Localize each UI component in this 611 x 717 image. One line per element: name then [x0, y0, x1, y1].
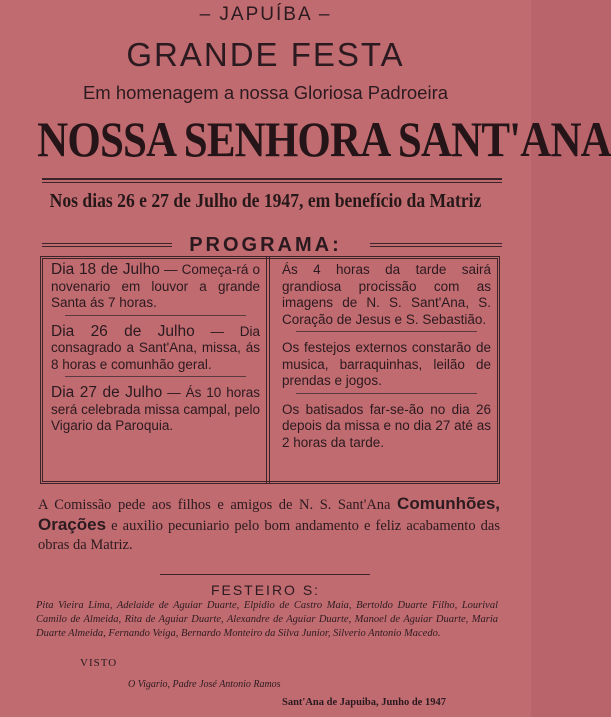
- programa-day: Dia 27 de Julho: [51, 384, 163, 401]
- place-heading: – JAPUÍBA –: [199, 4, 332, 25]
- programa-item: [51, 385, 260, 435]
- vigario-signature: O Vigario, Padre José Antonio Ramos: [128, 679, 281, 690]
- homenagem-line: Em homenagem a nossa Gloriosa Padroeira: [82, 82, 449, 103]
- item-separator: [65, 376, 246, 377]
- programa-text: — Ás 10 horas será celebrada missa campal, pelo Vigario da Paroquia.: [51, 385, 260, 433]
- programa-item: [51, 324, 260, 374]
- item-separator: [296, 331, 477, 332]
- comissao-paragraph: [38, 494, 500, 555]
- grande-festa-heading: GRANDE FESTA: [126, 36, 405, 73]
- programa-item: Ás 4 horas da tarde sairá grandiosa procissão com as imagens de N. S. Sant'Ana, S. Coração de Jesus e S. Sebastião.: [282, 262, 491, 327]
- comissao-emphasis: Comunhões, Orações: [38, 494, 500, 534]
- programa-text: — Começa-rá o novenario em louvor a grande Santa ás 7 horas.: [51, 262, 260, 310]
- patron-saint-title: NOSSA SENHORA SANT'ANA: [37, 111, 611, 167]
- programa-item: Os batisados far-se-ão no dia 26 depois da missa e no dia 27 até as 2 horas da tarde.: [282, 401, 491, 450]
- programa-left-column: [51, 262, 260, 435]
- programa-item: Os festejos externos constarão de musica, barraquinhas, leilão de prendas e jogos.: [282, 340, 491, 388]
- dates-line: Nos dias 26 e 27 de Julho de 1947, em benefício da Matriz: [49, 190, 482, 212]
- visto-label: VISTO: [80, 657, 118, 669]
- programa-item: [51, 262, 260, 312]
- festeiros-rule: [160, 574, 370, 575]
- programa-text: — Dia consagrado a Sant'Ana, missa, ás 8 horas e comunhão geral.: [51, 323, 260, 372]
- programa-right-column: [282, 262, 491, 451]
- title-rule-thin: [42, 182, 502, 183]
- programa-day: Dia 18 de Julho: [51, 261, 160, 278]
- programa-day: Dia 26 de Julho: [51, 322, 195, 340]
- item-separator: [65, 315, 246, 316]
- title-rule: [42, 178, 502, 180]
- programa-title: PROGRAMA:: [189, 234, 342, 256]
- festeiros-title: FESTEIRO S:: [210, 582, 321, 598]
- programa-column-divider: [266, 256, 270, 484]
- item-separator: [296, 393, 477, 394]
- comissao-text: A Comissão pede aos filhos e amigos de N. S. Sant'Ana: [38, 497, 398, 513]
- festeiros-names: Pita Vieira Lima, Adelaide de Aguiar Duarte, Elpidio de Castro Maia, Bertoldo Duarte Filho, Lourival Camilo de Almeida, Rita de Aguiar Duarte, Alexandre de Aguiar Duarte, Manoel de Aguiar Duarte, Maria Duarte Almeida, Fernando Veiga, Bernardo Monteiro da Silva Junior, Silverio Antonio Macedo.: [36, 600, 498, 639]
- comissao-text: e auxilio pecuniario pelo bom andamento e feliz acabamento das obras da Matriz.: [38, 518, 500, 553]
- dateline: Sant'Ana de Japuiba, Junho de 1947: [282, 697, 446, 708]
